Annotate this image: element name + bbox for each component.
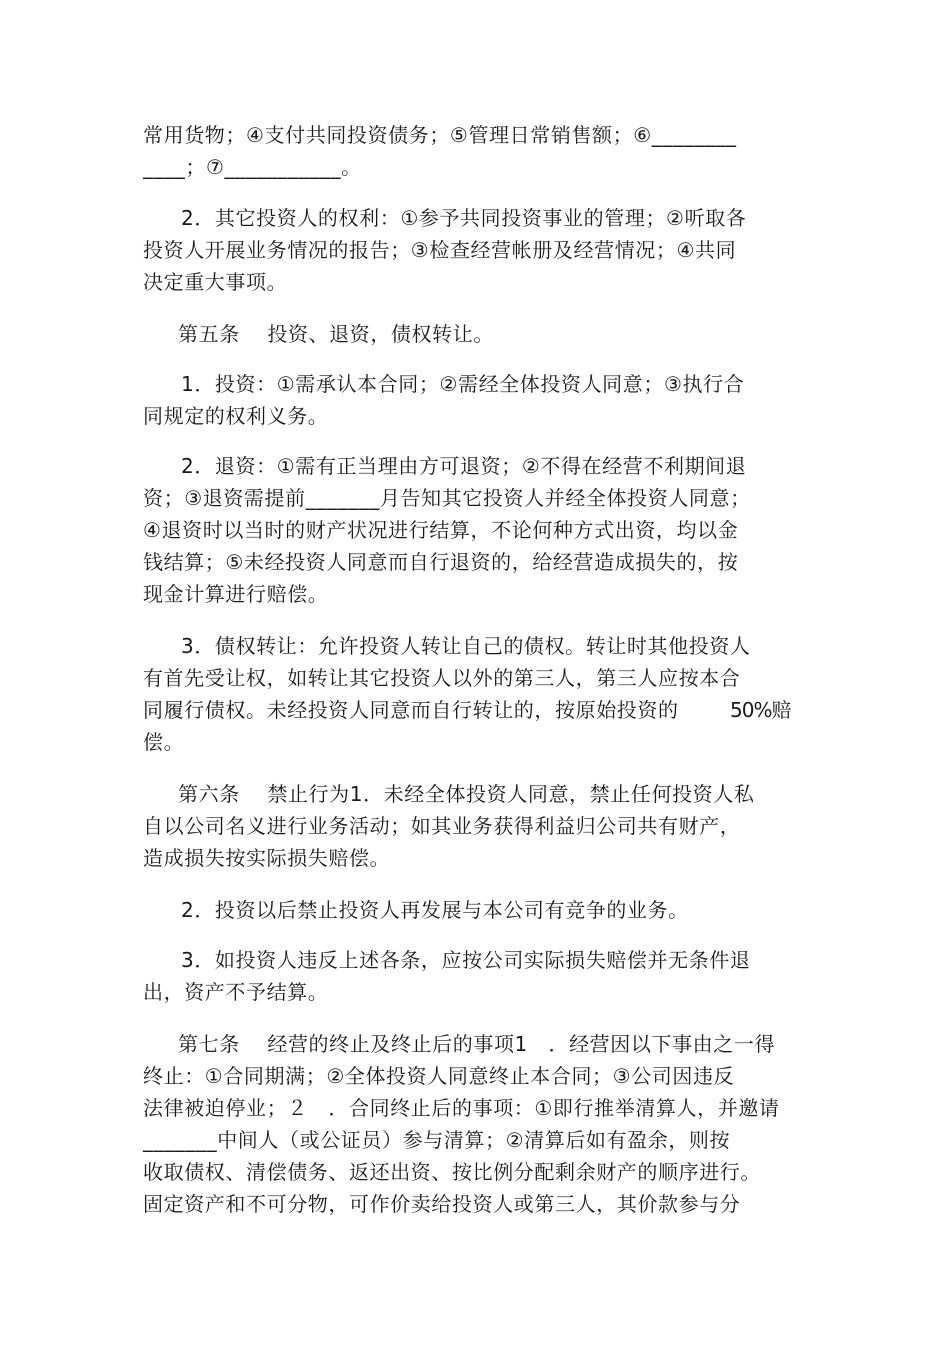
article-heading: 第五条 投资、退资，债权转让。 — [178, 322, 494, 346]
text-line: 出，资产不予结算。 — [143, 980, 329, 1004]
text-line: 投资人开展业务情况的报告；③检查经营帐册及经营情况；④共同 — [143, 238, 737, 262]
article-heading: 第七条 经营的终止及终止后的事项1 ．经营因以下事由之一得 — [178, 1032, 776, 1056]
text-line: 终止：①合同期满；②全体投资人同意终止本合同；③公司因违反 — [143, 1064, 735, 1088]
text-line: 现金计算进行赔偿。 — [143, 582, 329, 606]
text-line: 决定重大事项。 — [143, 270, 288, 294]
text-line: ____；⑦___________。 — [143, 155, 362, 179]
article-heading: 第六条 禁止行为1．未经全体投资人同意，禁止任何投资人私 — [178, 782, 755, 806]
text-line: 50%赔 — [730, 698, 791, 722]
text-line: 2．退资：①需有正当理由方可退资；②不得在经营不利期间退 — [181, 454, 747, 478]
text-line: 3．如投资人违反上述各条，应按公司实际损失赔偿并无条件退 — [181, 948, 751, 972]
text-line: 2．其它投资人的权利：①参予共同投资事业的管理；②听取各 — [181, 206, 747, 230]
text-line: 同履行债权。未经投资人同意而自行转让的，按原始投资的 — [143, 698, 679, 722]
text-line: _______中间人（或公证员）参与清算；②清算后如有盈余，则按 — [143, 1128, 731, 1152]
text-line: 1．投资：①需承认本合同；②需经全体投资人同意；③执行合 — [181, 372, 745, 396]
text-line: 钱结算；⑤未经投资人同意而自行退资的，给经营造成损失的，按 — [143, 550, 739, 574]
text-line: 有首先受让权，如转让其它投资人以外的第三人，第三人应按本合 — [143, 666, 741, 690]
text-line: 固定资产和不可分物，可作价卖给投资人或第三人，其价款参与分 — [143, 1192, 741, 1216]
text-line: 法律被迫停业；２ ．合同终止后的事项：①即行推举清算人，并邀请 — [143, 1096, 780, 1120]
text-line: 收取债权、清偿债务、返还出资、按比例分配剩余财产的顺序进行。 — [143, 1160, 761, 1184]
text-line: 常用货物；④支付共同投资债务；⑤管理日常销售额；⑥________ — [143, 123, 737, 147]
text-line: 自以公司名义进行业务活动；如其业务获得利益归公司共有财产， — [143, 814, 741, 838]
text-line: ④退资时以当时的财产状况进行结算，不论何种方式出资，均以金 — [143, 518, 739, 542]
text-line: 造成损失按实际损失赔偿。 — [143, 846, 391, 870]
text-line: 资；③退资需提前_______月告知其它投资人并经全体投资人同意； — [143, 486, 751, 510]
text-line: 3．债权转让：允许投资人转让自己的债权。转让时其他投资人 — [181, 634, 751, 658]
text-line: 2．投资以后禁止投资人再发展与本公司有竞争的业务。 — [181, 898, 689, 922]
text-line: 同规定的权利义务。 — [143, 404, 329, 428]
text-line: 偿。 — [143, 730, 185, 754]
